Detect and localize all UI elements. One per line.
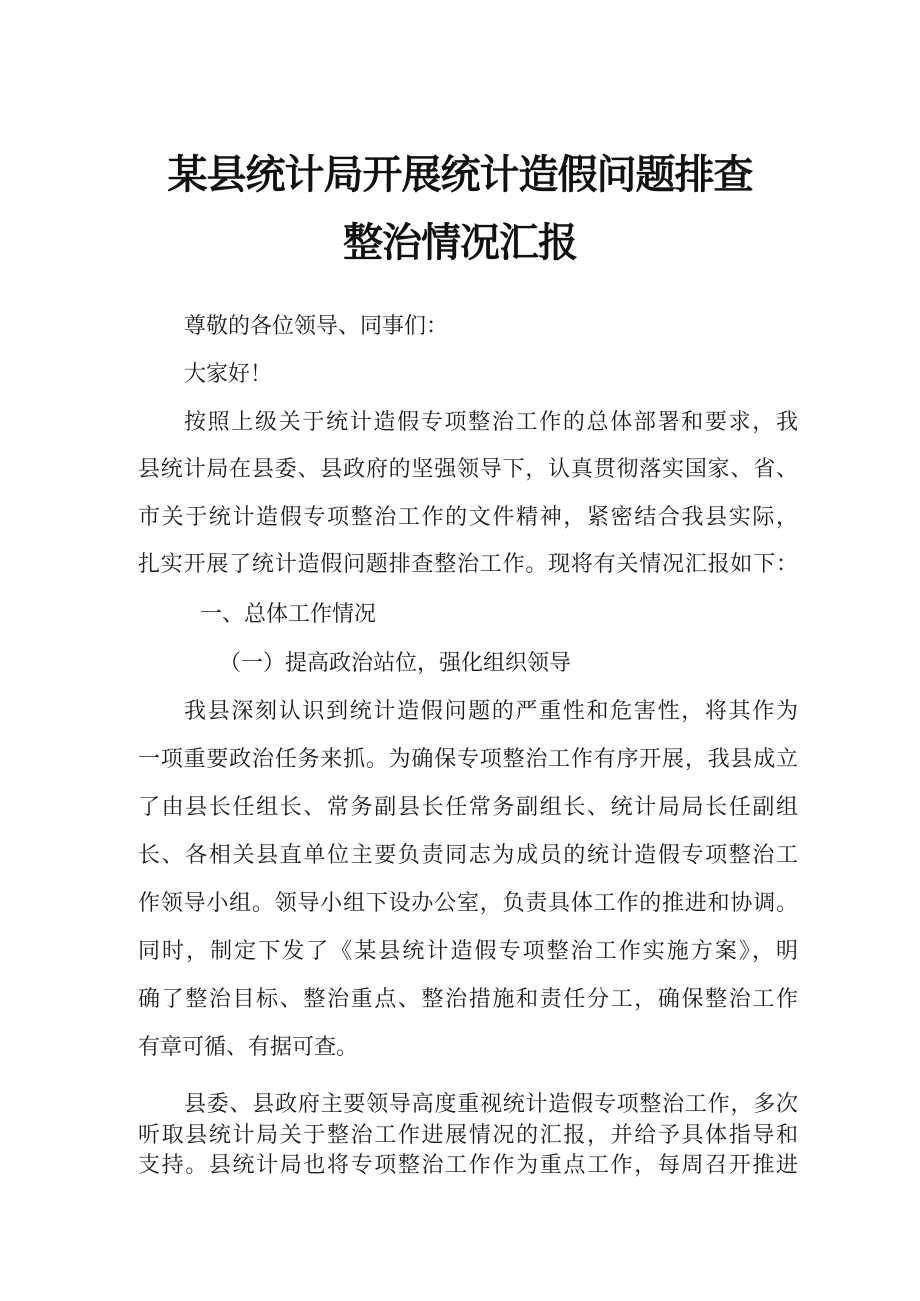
paragraph-line: 了由县长任组长、常务副县长任常务副组长、统计局局长任副组 <box>138 795 798 820</box>
paragraph-line: 确了整治目标、整治重点、整治措施和责任分工，确保整治工作 <box>138 987 798 1012</box>
paragraph-line: 一项重要政治任务来抓。为确保专项整治工作有序开展，我县成立 <box>138 747 798 772</box>
paragraph-line: 我县深刻认识到统计造假问题的严重性和危害性，将其作为 <box>184 699 798 724</box>
paragraph-line: 同时，制定下发了《某县统计造假专项整治工作实施方案》，明 <box>138 939 798 964</box>
paragraph-line: 作领导小组。领导小组下设办公室，负责具体工作的推进和协调。 <box>138 891 798 916</box>
intro-line: 市关于统计造假专项整治工作的文件精神，紧密结合我县实际， <box>138 505 798 530</box>
section-heading: 一、总体工作情况 <box>200 602 377 627</box>
salutation: 尊敬的各位领导、同事们： <box>184 314 449 339</box>
subsection-heading: （一）提高政治站位，强化组织领导 <box>219 651 572 676</box>
paragraph-line: 听取县统计局关于整治工作进展情况的汇报，并给予具体指导和 <box>138 1123 798 1148</box>
intro-line: 县统计局在县委、县政府的坚强领导下，认真贯彻落实国家、省、 <box>138 457 798 482</box>
paragraph-line: 有章可循、有据可查。 <box>138 1035 359 1060</box>
intro-line: 扎实开展了统计造假问题排查整治工作。现将有关情况汇报如下： <box>138 552 798 577</box>
paragraph-line: 支持。县统计局也将专项整治工作作为重点工作，每周召开推进 <box>138 1153 798 1178</box>
document-title-line-2: 整治情况汇报 <box>343 220 577 266</box>
intro-line: 按照上级关于统计造假专项整治工作的总体部署和要求，我 <box>184 410 798 435</box>
greeting: 大家好！ <box>184 362 273 387</box>
document-title-line-1: 某县统计局开展统计造假问题排查 <box>167 152 753 198</box>
paragraph-line: 县委、县政府主要领导高度重视统计造假专项整治工作，多次 <box>184 1092 798 1117</box>
paragraph-line: 长、各相关县直单位主要负责同志为成员的统计造假专项整治工 <box>138 843 798 868</box>
